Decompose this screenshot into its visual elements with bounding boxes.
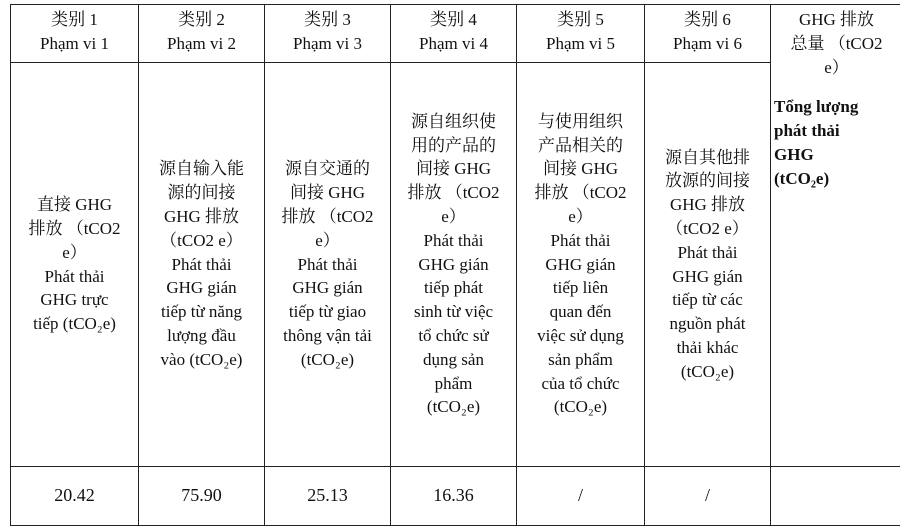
category-cn: 类别 5	[557, 10, 604, 29]
category-header-cell	[517, 5, 645, 63]
desc-line: e）	[315, 230, 340, 250]
desc-line: (tCO₂e)	[300, 349, 355, 369]
scope-6-value: /	[645, 467, 771, 526]
scope-4-description	[391, 63, 517, 467]
category-cn: 类别 3	[304, 10, 351, 29]
category-vi: Phạm vi 5	[546, 33, 615, 53]
category-cn: 类别 6	[684, 10, 731, 29]
desc-line: Phát thải	[297, 254, 358, 274]
desc-line: 直接 GHG	[36, 195, 113, 215]
category-vi: Phạm vi 6	[673, 33, 742, 53]
desc-line: Phát thải	[423, 230, 484, 250]
desc-line: tổ chức sử	[418, 325, 489, 345]
desc-line: 间接 GHG	[542, 159, 619, 179]
category-vi: Phạm vi 3	[293, 33, 362, 53]
total-vi-lines	[774, 95, 899, 190]
scope-1-value: 20.42	[11, 467, 139, 526]
desc-line: 源自交通的	[285, 159, 370, 179]
category-header-row	[11, 5, 900, 63]
desc-line: 与使用组织	[538, 111, 623, 131]
desc-line: （tCO2 e）	[666, 218, 749, 238]
desc-line: 用的产品的	[411, 135, 496, 155]
category-cn: 类别 2	[178, 10, 225, 29]
value-row	[11, 467, 900, 526]
total-vi-line: phát thải	[774, 121, 840, 141]
desc-line: 排放 （tCO2	[28, 218, 121, 238]
desc-line: sản phẩm	[548, 349, 613, 369]
desc-line: GHG trực	[40, 290, 109, 310]
desc-line: tiếp phát	[423, 278, 483, 298]
category-header-cell	[391, 5, 517, 63]
desc-line: 间接 GHG	[415, 159, 492, 179]
desc-line: Phát thải	[44, 266, 105, 286]
desc-line: tiếp (tCO₂e)	[33, 314, 116, 334]
desc-line: 排放 （tCO2	[281, 207, 374, 226]
desc-line: Phát thải	[171, 254, 232, 274]
desc-line: tiếp từ giao	[288, 302, 367, 322]
total-vi-line: GHG	[774, 144, 814, 164]
desc-line: dụng sản	[423, 349, 484, 369]
total-vi-line: Tổng lượng	[774, 97, 859, 117]
desc-line: GHG gián	[292, 278, 363, 298]
scope-6-description	[645, 63, 771, 467]
total-cn-line: e）	[824, 57, 849, 77]
desc-line: e）	[441, 207, 466, 226]
total-cn-line: GHG 排放	[798, 10, 875, 29]
desc-line: 排放 （tCO2	[534, 183, 627, 203]
desc-line: 间接 GHG	[289, 183, 366, 203]
desc-line: thải khác	[676, 337, 739, 357]
desc-line: GHG 排放	[163, 207, 240, 226]
desc-line: GHG gián	[418, 254, 489, 274]
desc-line: lượng đầu	[167, 325, 236, 345]
desc-line: GHG gián	[672, 266, 743, 286]
scope-5-description	[517, 63, 645, 467]
desc-line: nguồn phát	[669, 314, 746, 334]
total-emissions-header	[771, 5, 900, 467]
category-cn: 类别 1	[51, 10, 98, 29]
desc-line: (tCO₂e)	[680, 361, 735, 381]
desc-line: tiếp liên	[552, 278, 609, 298]
desc-line: tiếp từ năng	[161, 302, 242, 322]
desc-line: Phát thải	[550, 230, 611, 250]
category-cn: 类别 4	[430, 10, 477, 29]
category-header-cell	[139, 5, 265, 63]
total-vi-line: (tCO₂e)	[774, 168, 830, 188]
scope-3-value: 25.13	[265, 467, 391, 526]
category-header-cell	[645, 5, 771, 63]
desc-line: của tổ chức	[541, 373, 620, 393]
desc-line: việc sử dụng	[537, 325, 624, 345]
desc-line: 源自其他排	[665, 147, 750, 167]
desc-line: GHG gián	[166, 278, 237, 298]
total-value	[771, 467, 900, 526]
desc-line: （tCO2 e）	[160, 230, 243, 250]
desc-line: 源自组织使	[411, 111, 496, 131]
desc-line: e）	[62, 242, 87, 262]
scope-5-value: /	[517, 467, 645, 526]
category-vi: Phạm vi 1	[40, 33, 109, 53]
scope-2-description	[139, 63, 265, 467]
desc-line: phẩm	[434, 373, 473, 393]
desc-line: GHG gián	[545, 254, 616, 274]
category-vi: Phạm vi 4	[419, 33, 488, 53]
category-header-cell	[11, 5, 139, 63]
ghg-emissions-table	[10, 4, 900, 526]
desc-line: (tCO₂e)	[553, 397, 608, 417]
desc-line: vào (tCO₂e)	[160, 349, 243, 369]
desc-line: 产品相关的	[538, 135, 623, 155]
scope-4-value: 16.36	[391, 467, 517, 526]
category-header-cell	[265, 5, 391, 63]
desc-line: 源自输入能	[159, 159, 244, 179]
description-row	[11, 63, 900, 467]
category-vi: Phạm vi 2	[167, 33, 236, 53]
scope-1-description	[11, 63, 139, 467]
desc-line: 放源的间接	[665, 171, 750, 191]
total-cn-line: 总量 （tCO2	[790, 33, 883, 53]
desc-line: sinh từ việc	[413, 302, 494, 322]
desc-line: (tCO₂e)	[426, 397, 481, 417]
total-cn-lines	[774, 8, 899, 79]
desc-line: GHG 排放	[669, 195, 746, 215]
desc-line: thông vận tải	[283, 325, 372, 345]
desc-line: quan đến	[549, 302, 612, 322]
scope-3-description	[265, 63, 391, 467]
desc-line: e）	[568, 207, 593, 226]
scope-2-value: 75.90	[139, 467, 265, 526]
desc-line: tiếp từ các	[672, 290, 743, 310]
desc-line: 排放 （tCO2	[407, 183, 500, 203]
desc-line: 源的间接	[167, 183, 236, 203]
desc-line: Phát thải	[677, 242, 738, 262]
